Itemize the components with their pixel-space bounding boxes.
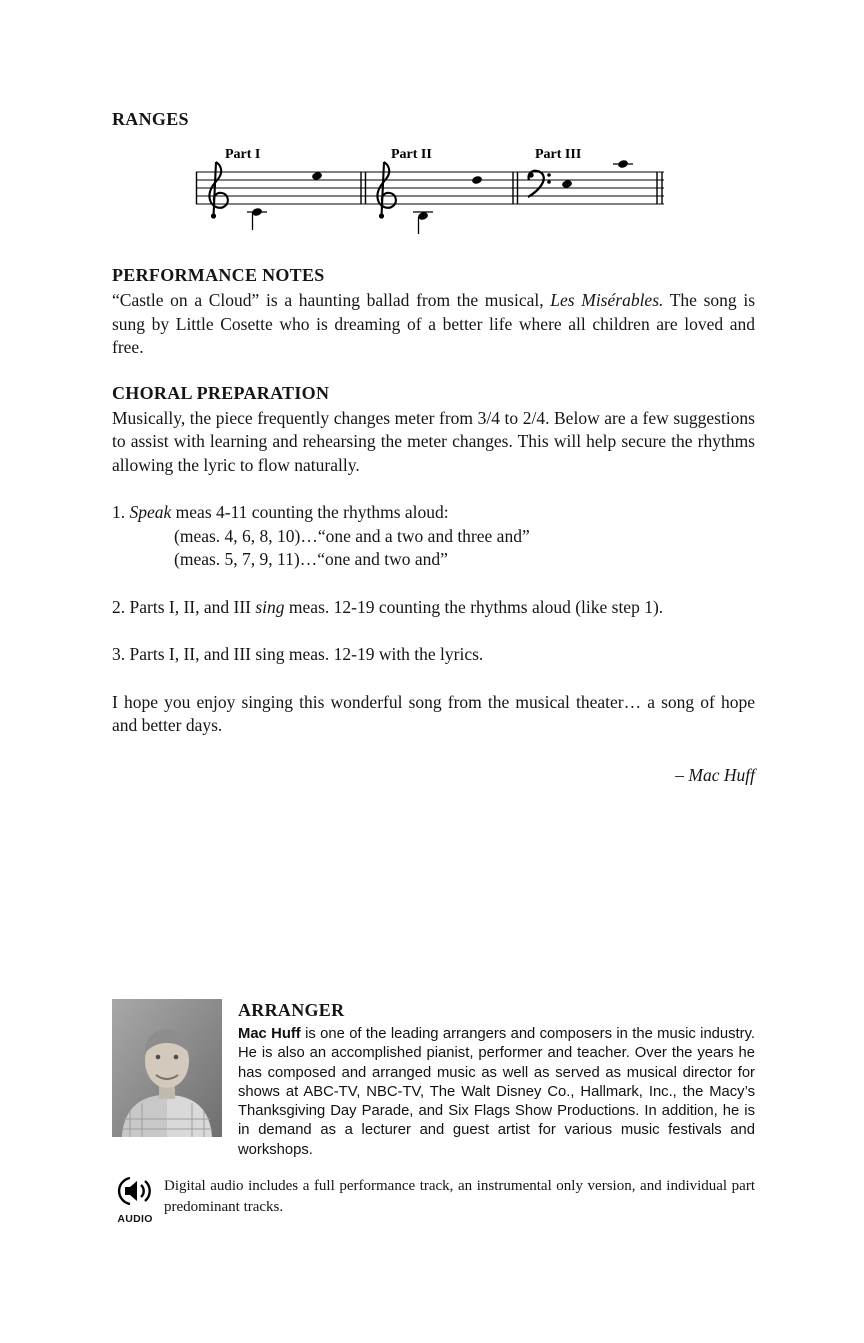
choral-step-2 bbox=[112, 596, 755, 620]
audio-label: AUDIO bbox=[117, 1212, 153, 1225]
part-1-label: Part I bbox=[225, 147, 261, 162]
step-1-line bbox=[112, 501, 755, 525]
ranges-title: RANGES bbox=[112, 109, 189, 129]
performance-notes-heading: PERFORMANCE NOTES bbox=[112, 265, 325, 285]
arranger-section bbox=[112, 999, 755, 1160]
step-2-sing-italic: sing bbox=[255, 596, 285, 617]
choral-step-1 bbox=[112, 501, 755, 572]
arranger-heading: ARRANGER bbox=[238, 1000, 345, 1020]
audio-section bbox=[112, 1176, 755, 1225]
performance-text-2: The song is sung by Little Cosette who is dreaming of a better life where all children are loved and free. bbox=[112, 290, 756, 357]
arranger-bio bbox=[238, 1025, 755, 1160]
step-1-sub-2: (meas. 5, 7, 9, 11)…“one and two and” bbox=[174, 549, 448, 569]
step-1-rest: meas 4-11 counting the rhythms aloud: bbox=[171, 502, 449, 522]
step-1-speak-italic: Speak bbox=[129, 502, 172, 522]
performance-notes-paragraph bbox=[112, 289, 755, 360]
audio-badge bbox=[112, 1176, 158, 1225]
performance-text-1: “Castle on a Cloud” is a haunting ballad from the musical, bbox=[112, 290, 551, 310]
part-3-label: Part III bbox=[535, 147, 582, 162]
staff-lines bbox=[196, 172, 664, 204]
arranger-bio-text: is one of the leading arrangers and composers in the music industry. He is also an accomplished pianist, performer and teacher. Over the years he has composed and arranged music as well as served as musical director for shows at ABC-TV, NBC-TV, The Walt Disney Co., Hallmark, Inc., the Macy’s Thanksgiving Day Parade, and Six Flags Show Productions. In addition, he is in demand as a lecturer and guest artist for various music festivals and workshops. bbox=[238, 1026, 755, 1158]
step-1-number: 1. bbox=[112, 502, 130, 522]
choral-preparation-heading: CHORAL PREPARATION bbox=[112, 382, 330, 403]
treble-clef-part2 bbox=[377, 162, 395, 219]
arranger-signature: – Mac Huff bbox=[675, 764, 755, 785]
step-2-rest: meas. 12-19 counting the rhythms aloud (like step 1). bbox=[284, 596, 664, 617]
audio-description: Digital audio includes a full performance track, an instrumental only version, and individual part predominant tracks. bbox=[164, 1178, 755, 1216]
part-2-label: Part II bbox=[391, 147, 432, 162]
arranger-portrait-graphic bbox=[112, 999, 222, 1137]
step-2-pre: 2. Parts I, II, and III bbox=[112, 596, 256, 617]
treble-clef-part1 bbox=[209, 162, 227, 219]
music-staff-graphic bbox=[195, 146, 665, 240]
choral-intro-paragraph: Musically, the piece frequently changes meter from 3/4 to 2/4. Below are a few suggestions to assist with learning and rehearsing the meter changes. This will help secure the rhythms allowing the lyric to flow naturally. bbox=[112, 407, 755, 475]
choral-step-3: 3. Parts I, II, and III sing meas. 12-19 with the lyrics. bbox=[112, 644, 484, 664]
arranger-text-block bbox=[238, 999, 755, 1160]
ranges-staff bbox=[195, 146, 665, 240]
musical-title-italic: Les Misérables. bbox=[550, 290, 664, 310]
bass-clef-part3 bbox=[528, 171, 551, 197]
arranger-photo bbox=[112, 999, 222, 1137]
audio-speaker-icon bbox=[117, 1176, 153, 1206]
part3-notes bbox=[561, 159, 633, 189]
closing-paragraph: I hope you enjoy singing this wonderful song from the musical theater… a song of hope and better days. bbox=[112, 691, 755, 735]
step-1-sub-1: (meas. 4, 6, 8, 10)…“one and a two and three and” bbox=[174, 525, 530, 546]
arranger-name: Mac Huff bbox=[238, 1026, 301, 1042]
